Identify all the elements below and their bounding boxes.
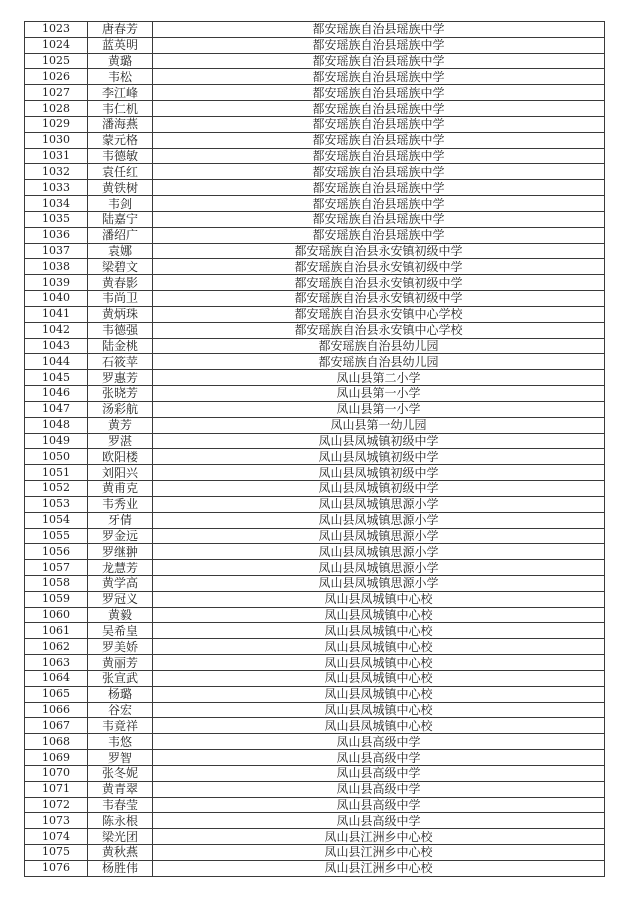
table-row [25, 465, 605, 481]
school-name: 凤山县凤城镇思源小学 [153, 512, 605, 528]
school-name: 都安瑶族自治县瑶族中学 [153, 53, 605, 69]
row-number: 1069 [25, 750, 88, 766]
row-number: 1036 [25, 227, 88, 243]
table-row [25, 860, 605, 876]
row-number: 1046 [25, 386, 88, 402]
person-name: 韦竟祥 [88, 718, 153, 734]
school-name: 凤山县第一幼儿园 [153, 417, 605, 433]
person-name: 韦仁机 [88, 101, 153, 117]
table-row [25, 623, 605, 639]
person-name: 罗湛 [88, 433, 153, 449]
school-name: 凤山县江洲乡中心校 [153, 829, 605, 845]
school-name: 凤山县高级中学 [153, 765, 605, 781]
table-row [25, 211, 605, 227]
row-number: 1053 [25, 496, 88, 512]
row-number: 1055 [25, 528, 88, 544]
person-name: 蓝英明 [88, 37, 153, 53]
row-number: 1049 [25, 433, 88, 449]
school-name: 都安瑶族自治县永安镇初级中学 [153, 243, 605, 259]
school-name: 凤山县凤城镇中心校 [153, 655, 605, 671]
school-name: 凤山县凤城镇中心校 [153, 591, 605, 607]
school-name: 凤山县江洲乡中心校 [153, 860, 605, 876]
table-row [25, 306, 605, 322]
row-number: 1030 [25, 132, 88, 148]
row-number: 1024 [25, 37, 88, 53]
school-name: 都安瑶族自治县瑶族中学 [153, 227, 605, 243]
row-number: 1026 [25, 69, 88, 85]
person-name: 罗美娇 [88, 639, 153, 655]
school-name: 都安瑶族自治县瑶族中学 [153, 69, 605, 85]
table-row [25, 481, 605, 497]
table-row [25, 275, 605, 291]
person-name: 张冬妮 [88, 765, 153, 781]
row-number: 1029 [25, 116, 88, 132]
table-row [25, 781, 605, 797]
row-number: 1062 [25, 639, 88, 655]
person-name: 罗智 [88, 750, 153, 766]
table-row [25, 639, 605, 655]
school-name: 都安瑶族自治县瑶族中学 [153, 37, 605, 53]
row-number: 1037 [25, 243, 88, 259]
person-name: 梁碧文 [88, 259, 153, 275]
school-name: 都安瑶族自治县永安镇初级中学 [153, 291, 605, 307]
row-number: 1054 [25, 512, 88, 528]
row-number: 1031 [25, 148, 88, 164]
person-name: 袁任红 [88, 164, 153, 180]
school-name: 凤山县凤城镇初级中学 [153, 481, 605, 497]
row-number: 1040 [25, 291, 88, 307]
school-name: 凤山县凤城镇初级中学 [153, 465, 605, 481]
row-number: 1067 [25, 718, 88, 734]
school-name: 都安瑶族自治县永安镇初级中学 [153, 259, 605, 275]
row-number: 1065 [25, 686, 88, 702]
row-number: 1050 [25, 449, 88, 465]
table-row [25, 575, 605, 591]
table-row [25, 69, 605, 85]
table-row [25, 116, 605, 132]
person-name: 陆金桃 [88, 338, 153, 354]
table-row [25, 797, 605, 813]
row-number: 1066 [25, 702, 88, 718]
person-name: 陈永根 [88, 813, 153, 829]
table-row [25, 132, 605, 148]
school-name: 都安瑶族自治县瑶族中学 [153, 116, 605, 132]
school-name: 都安瑶族自治县幼儿园 [153, 338, 605, 354]
person-name: 黄芳 [88, 417, 153, 433]
row-number: 1038 [25, 259, 88, 275]
school-name: 凤山县凤城镇思源小学 [153, 496, 605, 512]
table-row [25, 291, 605, 307]
person-name: 韦悠 [88, 734, 153, 750]
school-name: 都安瑶族自治县瑶族中学 [153, 85, 605, 101]
person-name: 黄秋燕 [88, 845, 153, 861]
person-name: 韦德敏 [88, 148, 153, 164]
row-number: 1034 [25, 196, 88, 212]
person-name: 韦秀业 [88, 496, 153, 512]
table-row [25, 670, 605, 686]
table-row [25, 101, 605, 117]
school-name: 凤山县第一小学 [153, 401, 605, 417]
table-row [25, 560, 605, 576]
school-name: 凤山县凤城镇中心校 [153, 686, 605, 702]
school-name: 凤山县凤城镇思源小学 [153, 575, 605, 591]
school-name: 凤山县凤城镇中心校 [153, 702, 605, 718]
row-number: 1059 [25, 591, 88, 607]
person-name: 陆嘉宁 [88, 211, 153, 227]
table-row [25, 813, 605, 829]
row-number: 1063 [25, 655, 88, 671]
table-row [25, 196, 605, 212]
row-number: 1047 [25, 401, 88, 417]
table-row [25, 734, 605, 750]
person-name: 黄春影 [88, 275, 153, 291]
row-number: 1061 [25, 623, 88, 639]
row-number: 1023 [25, 22, 88, 38]
row-number: 1035 [25, 211, 88, 227]
table-row [25, 765, 605, 781]
table-row [25, 829, 605, 845]
person-name: 李江峰 [88, 85, 153, 101]
table-row [25, 354, 605, 370]
table-row [25, 417, 605, 433]
school-name: 凤山县高级中学 [153, 813, 605, 829]
school-name: 都安瑶族自治县幼儿园 [153, 354, 605, 370]
person-name: 罗冠义 [88, 591, 153, 607]
row-number: 1045 [25, 370, 88, 386]
table-row [25, 702, 605, 718]
person-name: 黄毅 [88, 607, 153, 623]
roster-table [24, 21, 605, 877]
school-name: 凤山县第一小学 [153, 386, 605, 402]
row-number: 1076 [25, 860, 88, 876]
row-number: 1028 [25, 101, 88, 117]
school-name: 都安瑶族自治县永安镇初级中学 [153, 275, 605, 291]
person-name: 韦剑 [88, 196, 153, 212]
school-name: 凤山县凤城镇中心校 [153, 670, 605, 686]
row-number: 1072 [25, 797, 88, 813]
person-name: 龙慧芳 [88, 560, 153, 576]
row-number: 1060 [25, 607, 88, 623]
person-name: 潘海燕 [88, 116, 153, 132]
table-row [25, 845, 605, 861]
table-row [25, 607, 605, 623]
row-number: 1071 [25, 781, 88, 797]
school-name: 凤山县凤城镇中心校 [153, 718, 605, 734]
person-name: 牙倩 [88, 512, 153, 528]
school-name: 凤山县凤城镇中心校 [153, 607, 605, 623]
table-row [25, 37, 605, 53]
person-name: 刘阳兴 [88, 465, 153, 481]
person-name: 韦春莹 [88, 797, 153, 813]
row-number: 1044 [25, 354, 88, 370]
person-name: 袁娜 [88, 243, 153, 259]
row-number: 1043 [25, 338, 88, 354]
school-name: 凤山县高级中学 [153, 781, 605, 797]
row-number: 1073 [25, 813, 88, 829]
school-name: 凤山县凤城镇思源小学 [153, 560, 605, 576]
school-name: 凤山县凤城镇中心校 [153, 639, 605, 655]
person-name: 罗惠芳 [88, 370, 153, 386]
person-name: 韦尚卫 [88, 291, 153, 307]
school-name: 凤山县凤城镇初级中学 [153, 433, 605, 449]
person-name: 韦德强 [88, 322, 153, 338]
table-row [25, 686, 605, 702]
school-name: 凤山县凤城镇思源小学 [153, 544, 605, 560]
table-row [25, 227, 605, 243]
table-row [25, 512, 605, 528]
table-row [25, 433, 605, 449]
table-row [25, 338, 605, 354]
table-row [25, 591, 605, 607]
table-row [25, 22, 605, 38]
school-name: 都安瑶族自治县瑶族中学 [153, 196, 605, 212]
table-row [25, 401, 605, 417]
person-name: 罗金远 [88, 528, 153, 544]
table-row [25, 655, 605, 671]
row-number: 1027 [25, 85, 88, 101]
row-number: 1041 [25, 306, 88, 322]
row-number: 1052 [25, 481, 88, 497]
table-row [25, 148, 605, 164]
row-number: 1058 [25, 575, 88, 591]
school-name: 凤山县凤城镇初级中学 [153, 449, 605, 465]
table-row [25, 85, 605, 101]
person-name: 吴希皇 [88, 623, 153, 639]
person-name: 张宣武 [88, 670, 153, 686]
person-name: 杨胜伟 [88, 860, 153, 876]
row-number: 1064 [25, 670, 88, 686]
person-name: 黄学高 [88, 575, 153, 591]
table-row [25, 544, 605, 560]
person-name: 黄丽芳 [88, 655, 153, 671]
school-name: 凤山县高级中学 [153, 734, 605, 750]
table-row [25, 164, 605, 180]
table-row [25, 386, 605, 402]
school-name: 凤山县凤城镇中心校 [153, 623, 605, 639]
row-number: 1025 [25, 53, 88, 69]
row-number: 1032 [25, 164, 88, 180]
table-row [25, 180, 605, 196]
school-name: 都安瑶族自治县瑶族中学 [153, 101, 605, 117]
person-name: 潘绍广 [88, 227, 153, 243]
table-row [25, 243, 605, 259]
row-number: 1042 [25, 322, 88, 338]
person-name: 张晓芳 [88, 386, 153, 402]
person-name: 欧阳楼 [88, 449, 153, 465]
person-name: 谷宏 [88, 702, 153, 718]
person-name: 石筱苹 [88, 354, 153, 370]
person-name: 唐春芳 [88, 22, 153, 38]
person-name: 黄青翠 [88, 781, 153, 797]
row-number: 1033 [25, 180, 88, 196]
table-row [25, 528, 605, 544]
school-name: 都安瑶族自治县永安镇中心学校 [153, 322, 605, 338]
school-name: 都安瑶族自治县永安镇中心学校 [153, 306, 605, 322]
row-number: 1048 [25, 417, 88, 433]
school-name: 都安瑶族自治县瑶族中学 [153, 22, 605, 38]
school-name: 凤山县第二小学 [153, 370, 605, 386]
school-name: 凤山县高级中学 [153, 750, 605, 766]
table-row [25, 496, 605, 512]
school-name: 凤山县凤城镇思源小学 [153, 528, 605, 544]
person-name: 黄炳珠 [88, 306, 153, 322]
roster-body [25, 22, 605, 877]
person-name: 韦松 [88, 69, 153, 85]
school-name: 凤山县江洲乡中心校 [153, 845, 605, 861]
table-row [25, 53, 605, 69]
table-row [25, 449, 605, 465]
school-name: 都安瑶族自治县瑶族中学 [153, 180, 605, 196]
person-name: 罗继翀 [88, 544, 153, 560]
school-name: 都安瑶族自治县瑶族中学 [153, 164, 605, 180]
person-name: 黄璐 [88, 53, 153, 69]
table-row [25, 718, 605, 734]
person-name: 梁光团 [88, 829, 153, 845]
row-number: 1057 [25, 560, 88, 576]
person-name: 蒙元格 [88, 132, 153, 148]
row-number: 1051 [25, 465, 88, 481]
table-row [25, 370, 605, 386]
table-row [25, 259, 605, 275]
person-name: 汤彩航 [88, 401, 153, 417]
row-number: 1075 [25, 845, 88, 861]
school-name: 都安瑶族自治县瑶族中学 [153, 132, 605, 148]
school-name: 都安瑶族自治县瑶族中学 [153, 148, 605, 164]
school-name: 都安瑶族自治县瑶族中学 [153, 211, 605, 227]
row-number: 1074 [25, 829, 88, 845]
person-name: 杨璐 [88, 686, 153, 702]
person-name: 黄铁树 [88, 180, 153, 196]
school-name: 凤山县高级中学 [153, 797, 605, 813]
person-name: 黄甫克 [88, 481, 153, 497]
row-number: 1068 [25, 734, 88, 750]
row-number: 1070 [25, 765, 88, 781]
table-row [25, 322, 605, 338]
row-number: 1039 [25, 275, 88, 291]
row-number: 1056 [25, 544, 88, 560]
table-row [25, 750, 605, 766]
